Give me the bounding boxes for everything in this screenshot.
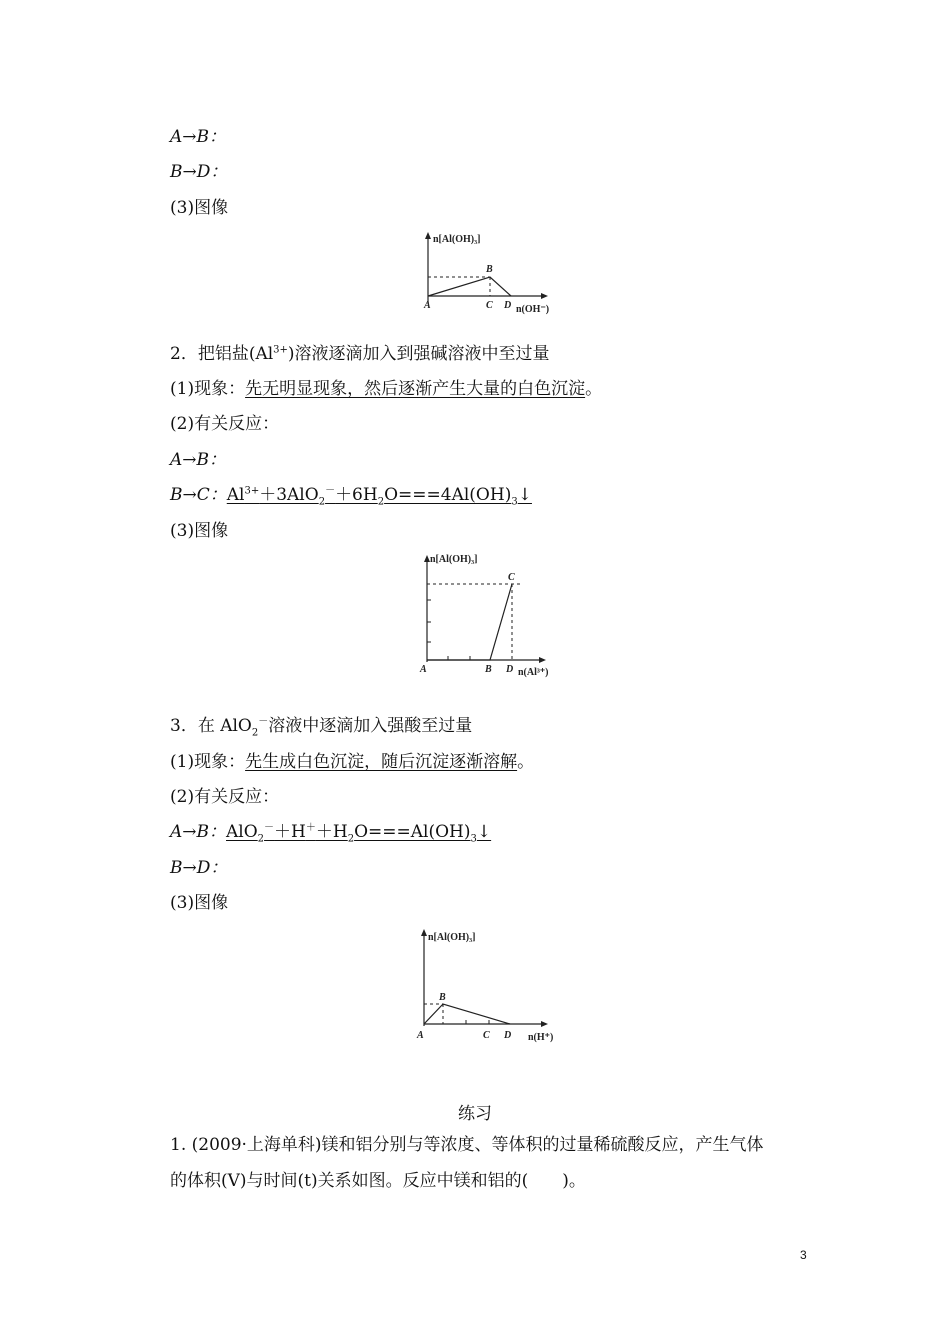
s3-graph-label: (3)图像 [170,893,229,913]
s1-ab-label: A→B： [170,127,227,147]
s2-reactions-label: (2)有关反应： [170,414,280,434]
s2-ab-label: A→B： [170,450,227,470]
figure-2 [400,550,570,682]
s2-bc-line: B→C：$Al^{3+}+3AlO_2^-+6H_2O===4Al(OH)_3↓$ [170,485,532,508]
exercise-q1-line1: 1. (2009·上海单科)镁和铝分别与等浓度、等体积的过量稀硫酸反应，产生气体 [170,1135,764,1155]
s3-bd-label: B→D： [170,858,228,878]
fig3-ylabel: n[Al(OH)₃] [428,932,476,943]
fig3-point-c: C [483,1030,490,1041]
fig2-point-d: D [506,664,514,675]
figure-3 [400,924,570,1046]
s1-graph-label: (3)图像 [170,198,229,218]
fig2-point-b: B [485,664,492,675]
s2-heading: 2．把铝盐$(Al^{3+})$溶液逐滴加入到强碱溶液中至过量 [170,344,550,364]
fig1-point-b: B [486,264,493,275]
fig2-point-c: C [508,572,515,583]
s3-ab-line: A→B：$AlO_2^-+H^++H_2O===Al(OH)_3↓$ [170,822,492,845]
fig1-point-c: C [486,300,493,311]
s2-equation: $Al^{3+}+3AlO_2^-+6H_2O===4Al(OH)_3↓$ [226,485,532,508]
fig1-point-a: A [424,300,431,311]
fig3-point-a: A [417,1030,424,1041]
s1-bd-label: B→D： [170,162,228,182]
s2-phenomenon: (1)现象：先无明显现象，然后逐渐产生大量的白色沉淀。 [170,379,603,399]
s3-phenomenon: (1)现象：先生成白色沉淀，随后沉淀逐渐溶解。 [170,752,535,772]
fig3-point-d: D [504,1030,512,1041]
fig2-xlabel: n(Al³⁺) [518,667,549,678]
figure-1 [400,228,570,320]
fig2-point-a: A [420,664,427,675]
page-number: 3 [800,1248,807,1262]
exercise-title: 练习 [458,1104,492,1124]
s3-heading: 3．在 AlO$_2$－溶液中逐滴加入强酸至过量 [170,716,473,739]
s2-graph-label: (3)图像 [170,521,229,541]
fig3-point-b: B [439,992,446,1003]
s3-reactions-label: (2)有关反应： [170,787,280,807]
s2-phenomenon-answer: 先无明显现象，然后逐渐产生大量的白色沉淀 [245,379,586,399]
s3-phenomenon-answer: 先生成白色沉淀，随后沉淀逐渐溶解 [245,752,518,772]
fig2-ylabel: n[Al(OH)₃] [430,554,478,565]
fig3-xlabel: n(H⁺) [528,1032,554,1043]
exercise-q1-line2: 的体积(V)与时间(t)关系如图。反应中镁和铝的( )。 [170,1171,586,1191]
s3-equation: $AlO_2^-+H^++H_2O===Al(OH)_3↓$ [226,822,492,845]
fig1-xlabel: n(OH⁻) [516,304,550,315]
fig1-point-d: D [504,300,512,311]
fig1-ylabel: n[Al(OH)₃] [433,234,481,245]
